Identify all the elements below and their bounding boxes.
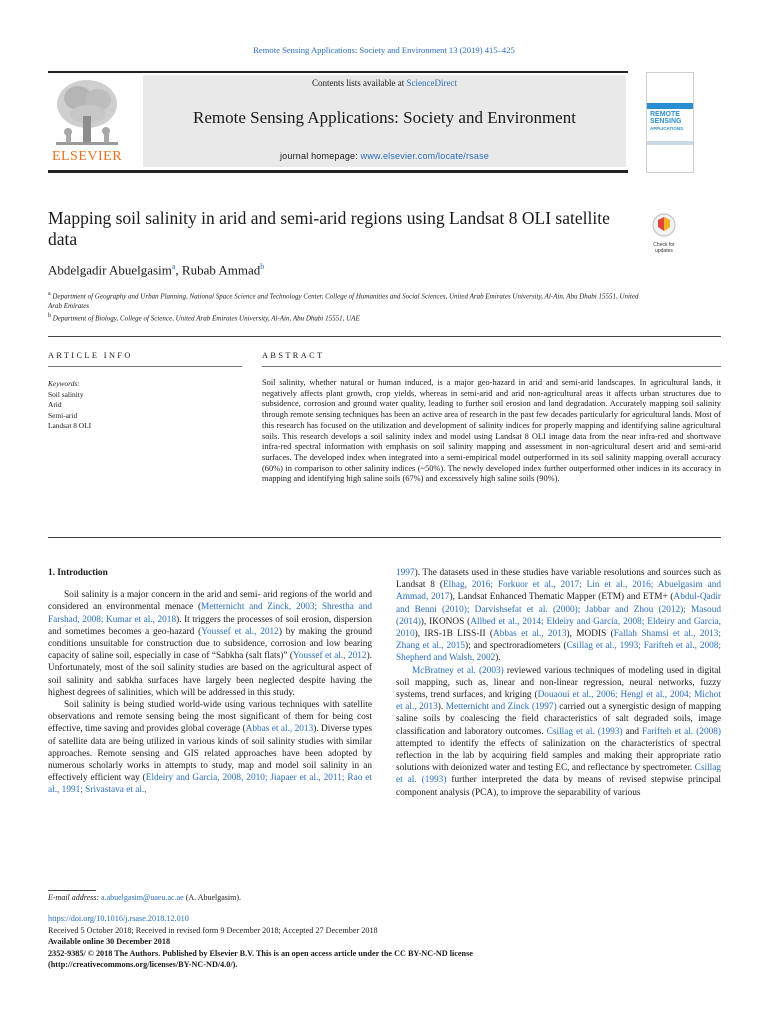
- text-run: Soil salinity is a major concern in the arid and semi- arid regions of the world and considered an environmental menace (: [48, 590, 372, 613]
- author-2: Rubab Ammad: [181, 262, 261, 278]
- cover-title: [650, 111, 683, 132]
- citation-link[interactable]: Abbas et al., 2013: [493, 629, 567, 640]
- journal-homepage: [143, 151, 626, 161]
- text-run: ) by making the ground conditions unsuitable for construction due to subsidence, corrosion and low bearing capacity of saline soil, especially in case of “Sabkha (salt flats)” (: [48, 626, 372, 662]
- email-label: E-mail address:: [48, 893, 102, 902]
- citation-link[interactable]: Csillag et al. (1993): [546, 726, 623, 737]
- citation-link[interactable]: Allbed et al., 2014; Eldeiry and Garcia, 2008; Eldeiry and Garcia, 2010: [396, 616, 721, 640]
- citation-link[interactable]: Abdul-Qadir and Benni (2010); Darvishsefat et al. (2000); Jabbar and Zhou (2012); Masoud (2014): [396, 592, 721, 627]
- citation-link[interactable]: 1997: [396, 568, 415, 578]
- text-run: ). It triggers the processes of soil erosion, dispersion and sometimes becomes a geo-hazard (: [48, 614, 372, 637]
- text-run: ).: [437, 702, 446, 713]
- abstract-heading: ABSTRACT: [262, 351, 325, 360]
- contents-availability: [143, 78, 626, 88]
- keyword-item: Soil salinity: [48, 389, 84, 399]
- body-column-right: [396, 567, 721, 799]
- citation-link[interactable]: Farifteh et al. (2008): [642, 726, 721, 737]
- text-run: further interpreted the data by means of revised stepwise principal component analysis (PCA), to improve the separability of various: [396, 775, 721, 798]
- cover-stripe: [647, 103, 693, 109]
- homepage-prefix: journal homepage:: [279, 151, 361, 161]
- elsevier-tree-logo: [48, 74, 126, 148]
- cover-line-2: SENSING: [650, 118, 682, 125]
- authors-line: [48, 262, 264, 278]
- citation-link[interactable]: Csillag et al., 1993; Farifteh et al., 2008; Shepherd and Walsh, 2002: [396, 641, 722, 664]
- text-run: Soil salinity is being studied world-wide using various techniques with satellite observations and remote sensing being the most significant of them for being cost effective, time saving and provides global coverage (: [48, 700, 372, 735]
- section-heading-introduction: 1. Introduction: [48, 568, 108, 578]
- sciencedirect-link[interactable]: ScienceDirect: [406, 78, 457, 88]
- footnote-rule: [48, 890, 96, 891]
- keywords-label: Keywords:: [48, 379, 80, 388]
- doi-link[interactable]: https://doi.org/10.1016/j.rsase.2018.12.010: [48, 914, 189, 923]
- affiliation-a: [48, 289, 648, 311]
- text-run: attempted to identify the effects of salinization on the characteristics of spectral reflection in the lab by acquiring field samples and making their appropriate ratio solutions with deionized water and testing EC, and reflectance by spectrometer.: [396, 738, 721, 774]
- text-run: and: [622, 726, 643, 737]
- affiliation-a-label: a: [48, 291, 51, 297]
- text-run: ), MODIS (: [566, 629, 614, 640]
- intro-paragraph-3: [396, 665, 721, 799]
- citation-link[interactable]: Youssef et al., 2012: [201, 626, 279, 637]
- intro-paragraph-2: [48, 699, 372, 797]
- check-for-updates-button[interactable]: [646, 212, 682, 254]
- keyword-item: Landsat 8 OLI: [48, 421, 92, 430]
- text-run: ). Unfortunately, most of the soil salinity studies are based on the agricultural aspect of soil salinity and sabkha surfaces have largely been neglected despite having the highest degrees of salinities, which will be addressed in this study.: [48, 651, 372, 698]
- header-top-rule: [48, 71, 628, 73]
- citation-link[interactable]: Youssef et al., 2012: [293, 651, 367, 662]
- affiliations: [48, 289, 648, 324]
- email-link[interactable]: a.abuelgasim@uaeu.ac.ae: [101, 893, 184, 902]
- text-run: ). Diverse types of satellite data are being utilized in various kinds of soil salinity studies with similar approaches. Remote sensing and GIS related approaches have been adopted by numerous scholarly works in attempts to study, map and model soil salinity in an effectively efficient way (: [48, 724, 372, 784]
- affiliation-b-label: b: [48, 313, 51, 320]
- text-run: ), Landsat Enhanced Thematic Mapper (ETM) and ETM+ (: [449, 592, 674, 603]
- citation-link[interactable]: Csillag et al. (1993): [396, 763, 721, 786]
- citation-link[interactable]: Elhag, 2016; Forkuor et al., 2017; Lin et al., 2016; Abuelgasim and Ammad, 2017: [396, 580, 721, 603]
- abstract-rule: [262, 366, 721, 367]
- author-2-affil-link[interactable]: b: [260, 262, 265, 271]
- article-info-rule: [48, 366, 242, 367]
- author-1-affil-link[interactable]: a: [171, 262, 176, 271]
- citation-link[interactable]: McBratney et al. (2003): [412, 665, 504, 676]
- text-run: ); and spectroradiometers (: [465, 641, 567, 652]
- license-url[interactable]: (http://creativecommons.org/licenses/BY-NC-ND/4.0/).: [48, 960, 238, 969]
- homepage-link[interactable]: www.elsevier.com/locate/rsase: [360, 151, 489, 161]
- publisher-wordmark: ELSEVIER: [51, 149, 123, 164]
- affiliation-b: [48, 311, 648, 323]
- citation-link[interactable]: Eldeiry and Garcia, 2008, 2010; Jiapaer et al., 2011; Rao et al., 1991; Srivastava et al.,: [48, 773, 372, 796]
- intro-paragraph-1: [48, 589, 372, 699]
- cover-line-3: APPLICATIONS: [650, 126, 684, 131]
- article-info-heading: ARTICLE INFO: [48, 351, 133, 360]
- abstract-text: Soil salinity, whether natural or human induced, is a major geo-hazard in arid and semi-arid landscapes. In agricultural lands, it negatively affects plant growth, crop yields, whereas in semi-arid and arid non-agricultural areas it affects urban structures due to subsidence, corrosion and ground water quality, leading to further soil erosion and land degradation. Accurately mapping soil salinity through remote sensing techniques has been an active area of research in the past few decades particularly for agricultural lands. Most of this research has focused on the utilization and development of salinity indices for properly mapping and identifying saline agricultural soils. This research develops a soil salinity index and model using Landsat 8 OLI image data from the near infra-red and shortwave infra-red spectral information with emphasis on soil salinity mapping and assessment in non-agricultural desert arid and semi-arid surfaces. The developed index when integrated into a semi-empirical model outperformed in its soil salinity mapping overall accuracy (60%) in comparison to other salinity indices (~50%). The newly developed index further outperformed other indices in its accuracy in mapping and identifying high saline soils (67%) and excessively high saline soils (90%).: [262, 378, 721, 484]
- text-run: ), IKONOS (: [420, 616, 471, 627]
- affiliation-b-text: Department of Biology, College of Science, United Arab Emirates University, Al-Ain, Abu Dhabi 15551, UAE: [52, 314, 360, 323]
- journal-citation-link[interactable]: Remote Sensing Applications: Society and Environment 13 (2019) 415–425: [253, 45, 515, 55]
- journal-cover-thumbnail: [646, 72, 694, 173]
- author-separator: ,: [175, 262, 182, 278]
- text-run: reviewed various techniques of modeling used in digital soil mapping, such as, linear and non-linear regression, neural networks, fuzzy systems, trend surfaces, and kriging (: [396, 665, 721, 701]
- license-text: 2352-9385/ © 2018 The Authors. Published by Elsevier B.V. This is an open access article under the CC BY-NC-ND license: [48, 948, 473, 958]
- text-run: ). The datasets used in these studies have variable resolutions and sources such as Landsat 8 (: [396, 568, 721, 591]
- email-owner: (A. Abuelgasim).: [183, 893, 242, 902]
- section-divider-bottom: [48, 537, 721, 538]
- citation-link[interactable]: Fallah Shamsi et al., 2013; Zhang et al., 2015: [396, 629, 722, 652]
- available-online: Available online 30 December 2018: [48, 937, 171, 946]
- body-column-left: [48, 567, 372, 797]
- cover-line-1: REMOTE: [650, 111, 680, 118]
- text-run: ), IRS-1B LISS-II (: [414, 629, 494, 640]
- publication-info: [48, 913, 473, 971]
- check-for-updates-label: Check for updates: [653, 242, 675, 254]
- keywords-block: [48, 379, 91, 432]
- citation-link[interactable]: Douaoui et al., 2006; Hengl et al., 2004; Michot et al., 2013: [396, 690, 721, 713]
- received-dates: Received 5 October 2018; Received in revised form 9 December 2018; Accepted 27 December 2018: [48, 925, 378, 935]
- journal-title: Remote Sensing Applications: Society and Environment: [193, 108, 576, 127]
- check-for-updates-icon: [646, 212, 682, 238]
- keyword-item: Arid: [48, 400, 62, 409]
- cover-stripe-lower: [647, 141, 693, 145]
- text-run: ).: [495, 653, 501, 664]
- citation-link[interactable]: Metternicht and Zinck (1997): [445, 702, 557, 713]
- intro-paragraph-2-continued: [396, 567, 721, 665]
- text-run: carried out a synergistic design of mapping saline soils by coalescing the field characteristics of salt degraded soils, image classification and laboratory outcomes.: [396, 702, 721, 737]
- section-divider-top: [48, 336, 721, 337]
- citation-link[interactable]: Metternicht and Zinck, 2003; Shrestha and Farshad, 2008; Kumar et al., 2018: [48, 602, 372, 625]
- citation-link[interactable]: Abbas et al., 2013: [245, 724, 314, 735]
- header-bottom-rule: [48, 170, 628, 173]
- keyword-item: Semi-arid: [48, 410, 78, 420]
- footnote-email: [48, 893, 241, 902]
- contents-prefix: Contents lists available at: [312, 78, 407, 88]
- article-title: Mapping soil salinity in arid and semi-arid regions using Landsat 8 OLI satellite data: [48, 208, 610, 249]
- author-1: Abdelgadir Abuelgasim: [48, 262, 172, 278]
- affiliation-a-text: Department of Geography and Urban Planning, National Space Science and Technology Center, College of Humanities and Social Sciences, United Arab Emirates University, Al-Ain, Abu Dhabi 15551, United Arab Emirates: [48, 292, 639, 311]
